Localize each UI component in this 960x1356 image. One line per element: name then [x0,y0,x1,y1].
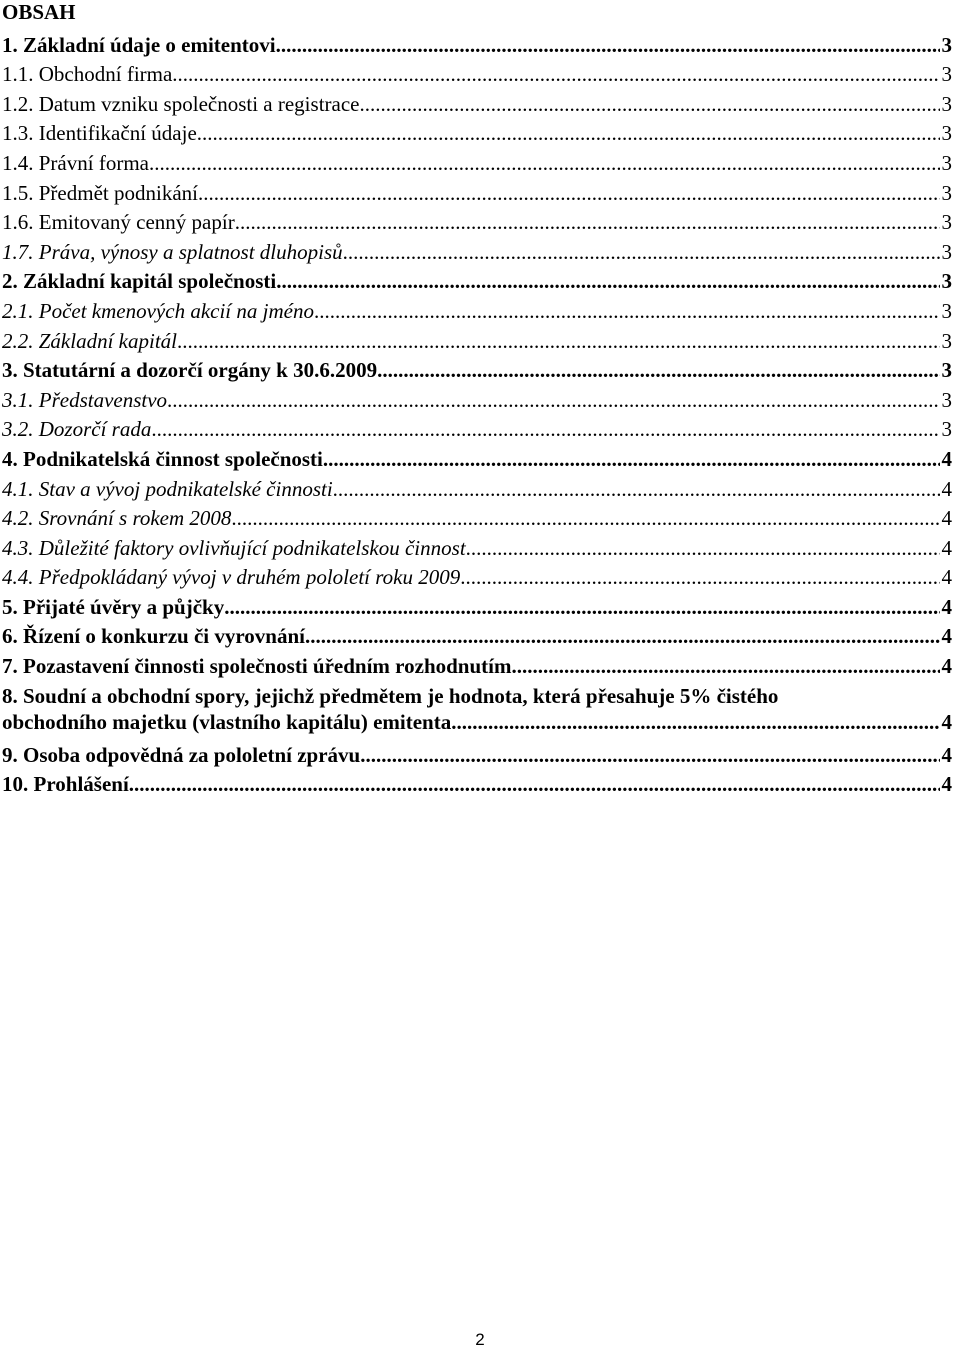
toc-entry-page: 3 [941,91,952,116]
toc-entry-label: 1.4. Právní forma [2,150,149,175]
toc-entry-page: 3 [941,298,952,323]
toc-entry-page: 3 [941,121,952,146]
toc-entry-label: 1. Základní údaje o emitentovi [2,32,276,57]
dot-leader [129,772,940,796]
toc-entry[interactable] [2,175,952,205]
toc-entry[interactable] [2,560,952,590]
toc-entry-page: 3 [941,180,952,205]
dot-leader [197,121,940,145]
toc-entry-page: 3 [941,239,952,264]
dot-leader [151,417,939,441]
dot-leader [276,269,939,293]
toc-entry[interactable] [2,57,952,87]
toc-entry-page: 3 [941,32,952,57]
toc-entry-page: 3 [941,358,952,383]
toc-entry-page: 4 [941,654,952,679]
toc-entry-page: 3 [941,387,952,412]
toc-entry-page: 4 [941,594,952,619]
toc-entry-label: 4. Podnikatelská činnost společnosti [2,446,323,471]
dot-leader [149,151,940,175]
dot-leader [314,299,940,323]
dot-leader [451,708,939,738]
dot-leader [172,62,939,86]
dot-leader [167,388,939,412]
toc-entry[interactable] [2,678,952,737]
toc-entry-label: 1.3. Identifikační údaje [2,121,197,146]
page-number: 2 [475,1330,485,1349]
dot-leader [343,240,940,264]
toc-entry[interactable] [2,264,952,294]
table-of-contents [2,27,952,796]
toc-entry-label: 1.5. Předmět podnikání [2,180,198,205]
dot-leader [511,654,939,678]
toc-entry-page: 3 [941,269,952,294]
toc-entry-label: 3.2. Dozorčí rada [2,417,152,442]
toc-entry[interactable] [2,619,952,649]
toc-entry-page: 3 [941,417,952,442]
toc-entry[interactable] [2,767,952,797]
toc-entry-page: 4 [941,506,952,531]
toc-heading: OBSAH [2,0,76,24]
toc-entry-page: 3 [941,150,952,175]
toc-entry[interactable] [2,205,952,235]
toc-entry-page: 4 [941,565,952,590]
toc-entry[interactable] [2,323,952,353]
toc-entry-label: 2.2. Základní kapitál [2,328,177,353]
toc-entry[interactable] [2,353,952,383]
toc-entry-label: 4.1. Stav a vývoj podnikatelské činnosti [2,476,333,501]
toc-entry[interactable] [2,471,952,501]
dot-leader [198,181,940,205]
dot-leader [377,358,939,382]
toc-entry[interactable] [2,530,952,560]
toc-entry-label: 9. Osoba odpovědná za pololetní zprávu [2,742,361,767]
toc-entry-page: 4 [941,535,952,560]
dot-leader [231,506,939,530]
toc-entry-label: 3. Statutární a dozorčí orgány k 30.6.2009 [2,358,378,383]
toc-entry-page: 4 [941,742,952,767]
toc-entry[interactable] [2,86,952,116]
toc-entry-page: 3 [941,328,952,353]
dot-leader [276,33,940,57]
toc-entry-label: 7. Pozastavení činnosti společnosti úředním rozhodnutím [2,654,512,679]
dot-leader [333,477,940,501]
toc-entry[interactable] [2,737,952,767]
toc-entry-page: 3 [941,62,952,87]
toc-entry[interactable] [2,234,952,264]
toc-entry-label: 1.1. Obchodní firma [2,62,173,87]
dot-leader [305,624,940,648]
toc-entry-continuation [2,708,952,738]
dot-leader [460,565,939,589]
dot-leader [360,743,939,767]
toc-entry-label: 2. Základní kapitál společnosti [2,269,277,294]
toc-entry-label: 2.1. Počet kmenových akcií na jméno [2,298,314,323]
toc-entry[interactable] [2,412,952,442]
toc-entry-page: 4 [941,624,952,649]
toc-entry-page: 3 [941,210,952,235]
dot-leader [323,447,940,471]
toc-entry-label: 4.2. Srovnání s rokem 2008 [2,506,232,531]
toc-entry-page: 4 [941,772,952,797]
toc-entry[interactable] [2,382,952,412]
toc-entry[interactable] [2,116,952,146]
toc-entry-page: 4 [941,476,952,501]
toc-entry-page: 4 [941,709,952,734]
toc-entry[interactable] [2,27,952,57]
toc-entry-label: 8. Soudní a obchodní spory, jejichž předmětem je hodnota, která přesahuje 5% čistého [2,684,779,709]
toc-entry-label: 4.3. Důležité faktory ovlivňující podnikatelskou činnost [2,535,466,560]
toc-entry-label: 10. Prohlášení [2,772,129,797]
toc-entry-label: 1.7. Práva, výnosy a splatnost dluhopisů [2,239,343,264]
dot-leader [235,210,940,234]
toc-entry[interactable] [2,589,952,619]
toc-entry-label: 5. Přijaté úvěry a půjčky [2,594,225,619]
toc-entry-page: 4 [941,446,952,471]
dot-leader [359,92,939,116]
toc-entry-label: 3.1. Představenstvo [2,387,168,412]
toc-entry-label-continued: obchodního majetku (vlastního kapitálu) emitenta [2,709,452,734]
toc-entry[interactable] [2,501,952,531]
dot-leader [224,595,939,619]
toc-entry-label: 1.2. Datum vzniku společnosti a registrace [2,91,360,116]
dot-leader [177,329,940,353]
dot-leader [466,536,940,560]
toc-entry[interactable] [2,293,952,323]
toc-entry-label: 6. Řízení o konkurzu či vyrovnání [2,624,305,649]
toc-entry[interactable] [2,145,952,175]
toc-entry-label: 1.6. Emitovaný cenný papír [2,210,235,235]
toc-entry[interactable] [2,441,952,471]
toc-entry-label: 4.4. Předpokládaný vývoj v druhém pololetí roku 2009 [2,565,461,590]
toc-entry[interactable] [2,648,952,678]
